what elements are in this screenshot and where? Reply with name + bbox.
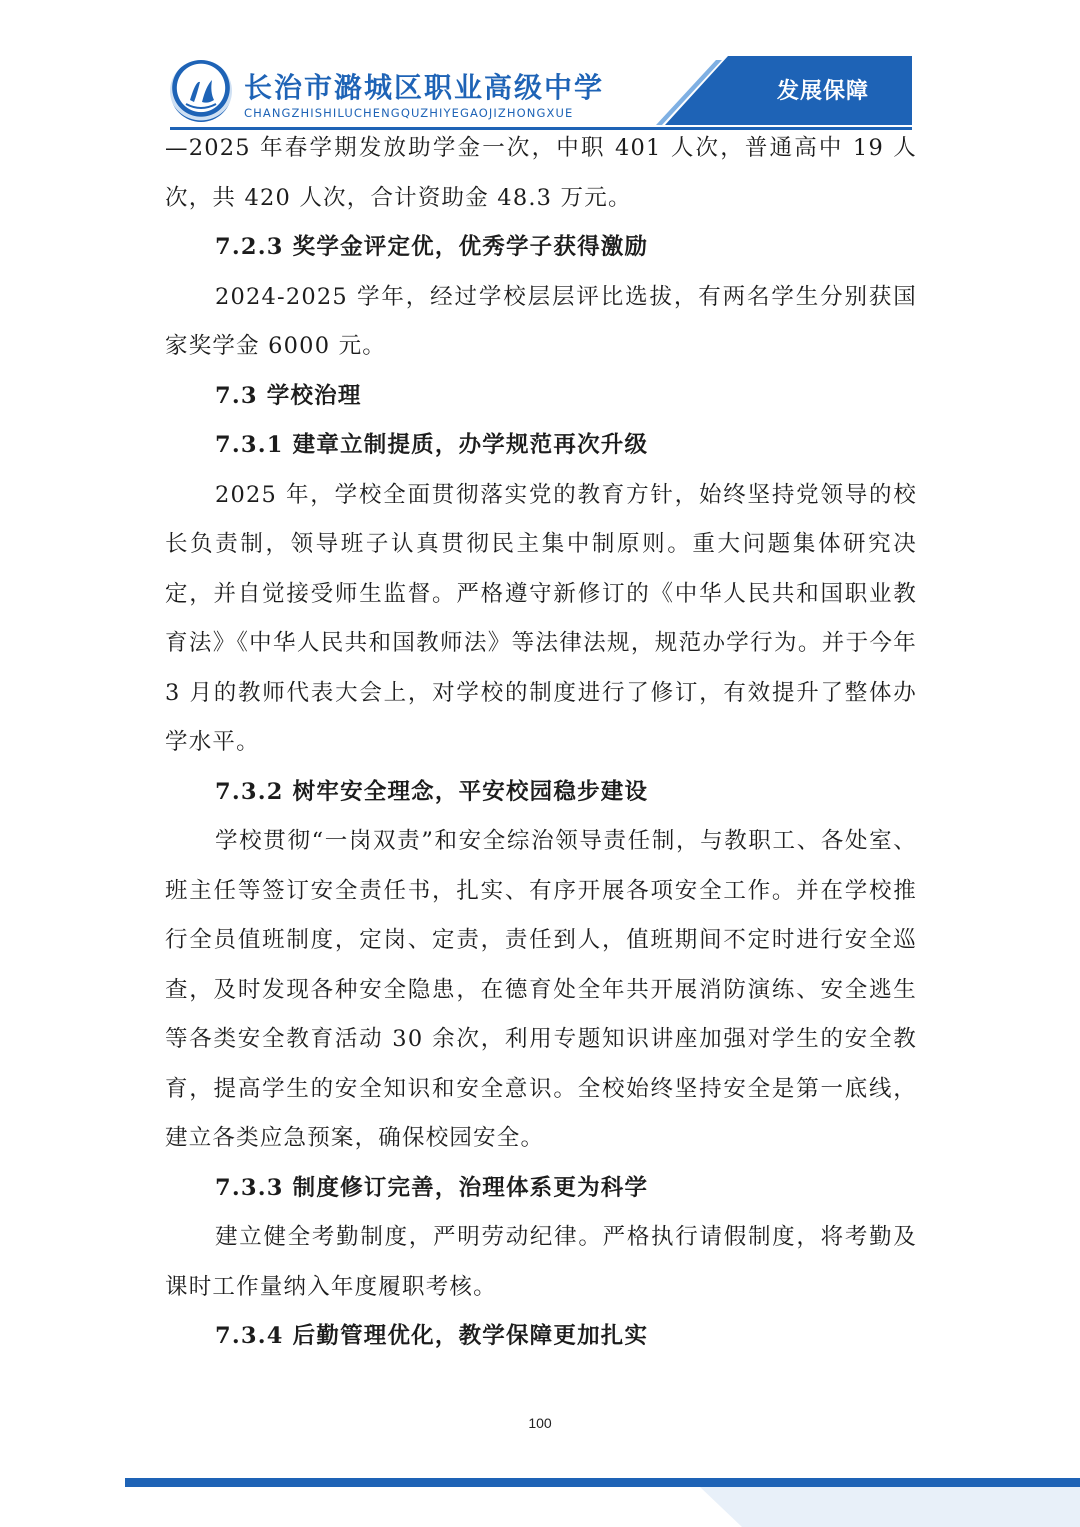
document-body xyxy=(165,124,917,1362)
footer-bar-graphic xyxy=(0,1470,1080,1527)
paragraph-attendance: 建立健全考勤制度，严明劳动纪律。严格执行请假制度，将考勤及课时工作量纳入年度履职考核。 xyxy=(165,1224,917,1300)
heading-7-3-1: 7.3.1 建章立制提质，办学规范再次升级 xyxy=(215,432,649,458)
paragraph-scholarship: 2024-2025 学年，经过学校层层评比选拔，有两名学生分别获国家奖学金 6000 元。 xyxy=(165,283,917,359)
paragraph-governance: 2025 年，学校全面贯彻落实党的教育方针，始终坚持党领导的校长负责制，领导班子认真贯彻民主集中制原则。重大问题集体研究决定，并自觉接受师生监督。严格遵守新修订的《中华人民共和国职业教育法》《中华人民共和国教师法》等法律法规，规范办学行为。并于今年 3 月的教师代表大会上，对学校的制度进行了修订，有效提升了整体办学水平。 xyxy=(165,481,917,755)
school-logo xyxy=(170,60,232,122)
heading-7-3: 7.3 学校治理 xyxy=(215,382,362,409)
heading-7-3-4: 7.3.4 后勤管理优化，教学保障更加扎实 xyxy=(215,1323,649,1349)
paragraph-grant-summary: —2025 年春学期发放助学金一次，中职 401 人次，普通高中 19 人次，共 420 人次，合计资助金 48.3 万元。 xyxy=(165,135,917,211)
school-pinyin: CHANGZHISHILUCHENGQUZHIYEGAOJIZHONGXUE xyxy=(244,106,574,120)
page-header xyxy=(0,0,1080,135)
heading-7-2-3: 7.2.3 奖学金评定优，优秀学子获得激励 xyxy=(215,234,649,260)
page-number: 100 xyxy=(528,1415,552,1431)
heading-7-3-3: 7.3.3 制度修订完善，治理体系更为科学 xyxy=(215,1174,649,1201)
paragraph-safety: 学校贯彻“一岗双责”和安全综治领导责任制，与教职工、各处室、班主任等签订安全责任书，扎实、有序开展各项安全工作。并在学校推行全员值班制度，定岗、定责，责任到人，值班期间不定时进行安全巡查，及时发现各种安全隐患，在德育处全年共开展消防演练、安全逃生等各类安全教育活动 30 余次，利用专题知识讲座加强对学生的安全教育，提高学生的安全知识和安全意识。全校始终坚持安全是第一底线，建立各类应急预案，确保校园安全。 xyxy=(165,828,917,1151)
school-name: 长治市潞城区职业高级中学 xyxy=(244,71,605,104)
section-tag: 发展保障 xyxy=(776,79,869,104)
heading-7-3-2: 7.3.2 树牢安全理念，平安校园稳步建设 xyxy=(215,778,649,805)
